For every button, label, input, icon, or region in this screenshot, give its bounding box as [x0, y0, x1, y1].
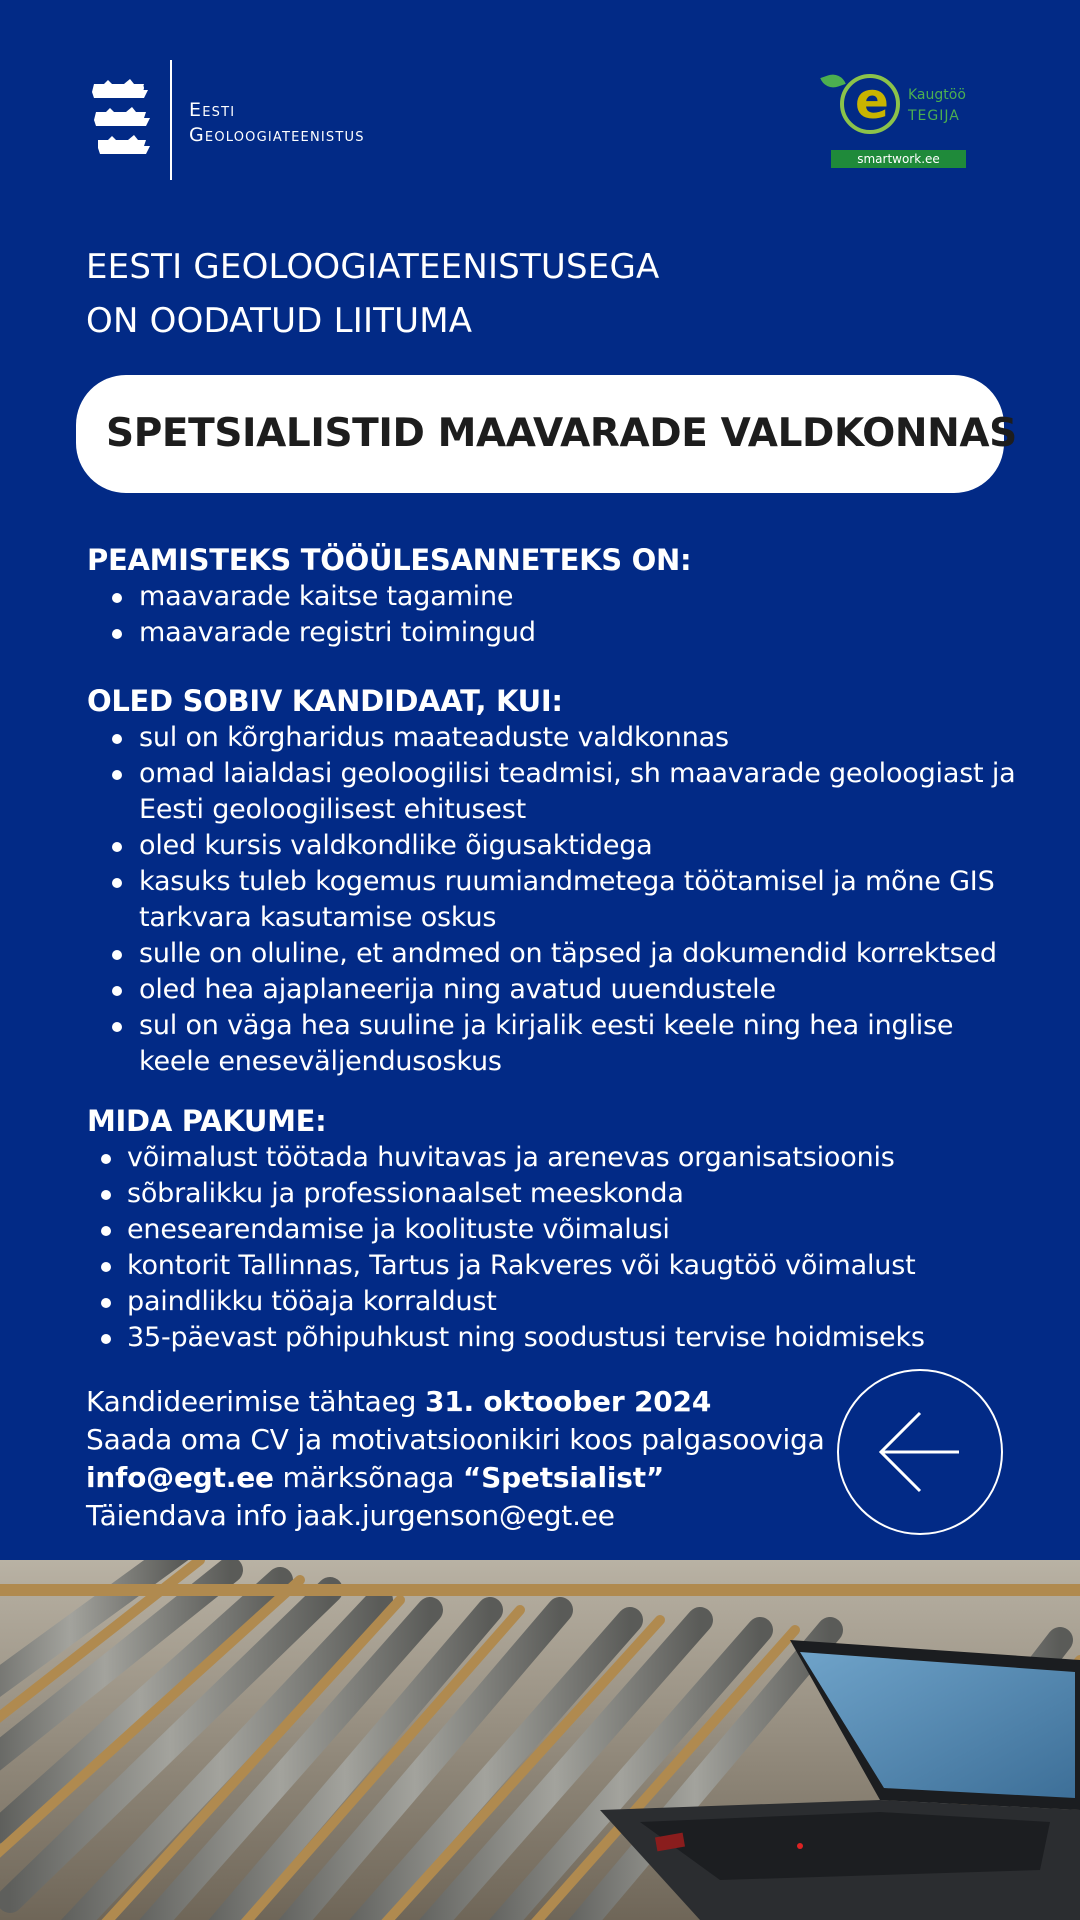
- three-lions-crest-icon: [90, 78, 152, 164]
- list-item-text: sõbralikku ja professionaalset meeskonda: [127, 1178, 684, 1209]
- bullet-icon: [112, 629, 122, 639]
- tasks-section: [87, 541, 1047, 651]
- list-item: [87, 579, 1047, 615]
- list-item-text: sul on kõrgharidus maateaduste valdkonnas: [139, 722, 729, 753]
- bullet-icon: [101, 1190, 111, 1200]
- offer-section: [87, 1102, 1047, 1356]
- list-item: [87, 864, 1047, 936]
- list-item-text: enesearendamise ja koolituste võimalusi: [127, 1214, 670, 1245]
- logo-divider: [170, 60, 172, 180]
- list-item-text: 35-päevast põhipuhkust ning soodustusi tervise hoidmiseks: [127, 1322, 925, 1353]
- tasks-list: [87, 579, 1047, 651]
- application-info: [86, 1383, 846, 1535]
- bullet-icon: [112, 986, 122, 996]
- send-cv-text: Saada oma CV ja motivatsioonikiri koos palgasooviga: [86, 1423, 825, 1456]
- bullet-icon: [112, 770, 122, 780]
- requirements-heading: OLED SOBIV KANDIDAAT, KUI:: [87, 684, 563, 718]
- tasks-heading: PEAMISTEKS TÖÖÜLESANNETEKS ON:: [87, 543, 692, 577]
- list-item-text: oled hea ajaplaneerija ning avatud uuendustele: [139, 974, 776, 1005]
- intro-line1: EESTI GEOLOOGIATEENISTUSEGA: [86, 247, 660, 287]
- core-samples-photo: [0, 1560, 1080, 1920]
- list-item: [87, 1284, 1047, 1320]
- list-item-text: võimalust töötada huvitavas ja arenevas organisatsioonis: [127, 1142, 895, 1173]
- requirements-section: [87, 682, 1047, 1080]
- core-boxes-laptop-illustration: [0, 1560, 1080, 1920]
- bullet-icon: [112, 878, 122, 888]
- header: [0, 0, 1080, 220]
- bullet-icon: [101, 1154, 111, 1164]
- bullet-icon: [101, 1298, 111, 1308]
- list-item-text: tarkvara kasutamise oskus: [139, 902, 497, 933]
- deadline-label: Kandideerimise tähtaeg: [86, 1385, 425, 1418]
- list-item: [87, 615, 1047, 651]
- partner-logo-url: smartwork.ee: [831, 150, 966, 168]
- list-item-text: sul on väga hea suuline ja kirjalik eesti keele ning hea inglise: [139, 1010, 954, 1041]
- org-name-line2: Geoloogiateenistus: [189, 124, 365, 146]
- list-item: [87, 1248, 1047, 1284]
- list-item-text: omad laialdasi geoloogilisi teadmisi, sh maavarade geoloogiast ja: [139, 758, 1016, 789]
- bullet-icon: [112, 593, 122, 603]
- intro-heading: [86, 240, 660, 348]
- list-item: [87, 720, 1047, 756]
- list-item-text: keele eneseväljendusoskus: [139, 1046, 502, 1077]
- bullet-icon: [112, 842, 122, 852]
- arrow-left-icon: [839, 1371, 1005, 1537]
- contact-email-link[interactable]: info@egt.ee: [86, 1461, 274, 1494]
- list-item: [87, 972, 1047, 1008]
- list-item: [87, 1176, 1047, 1212]
- offer-list: [87, 1140, 1047, 1356]
- arrow-button[interactable]: [837, 1369, 1003, 1535]
- list-item: [87, 1008, 1047, 1080]
- list-item-text: paindlikku tööaja korraldust: [127, 1286, 497, 1317]
- organization-logo-text: [189, 98, 365, 148]
- offer-heading: MIDA PAKUME:: [87, 1104, 327, 1138]
- partner-logo-line2: TEGIJA: [908, 108, 960, 124]
- list-item-text: maavarade kaitse tagamine: [139, 581, 514, 612]
- list-item: [87, 1320, 1047, 1356]
- org-name-line1: Eesti: [189, 99, 236, 121]
- list-item: [87, 756, 1047, 828]
- requirements-list: [87, 720, 1047, 1080]
- bullet-icon: [101, 1262, 111, 1272]
- bullet-icon: [101, 1226, 111, 1236]
- list-item-text: kasuks tuleb kogemus ruumiandmetega töötamisel ja mõne GIS: [139, 866, 995, 897]
- list-item-text: sulle on oluline, et andmed on täpsed ja dokumendid korrektsed: [139, 938, 997, 969]
- email-line: [86, 1459, 846, 1497]
- deadline-date: 31. oktoober 2024: [424, 1385, 712, 1418]
- list-item: [87, 936, 1047, 972]
- list-item-text: oled kursis valdkondlike õigusaktidega: [139, 830, 653, 861]
- leaf-icon: [820, 71, 845, 92]
- deadline-line: [86, 1383, 846, 1421]
- extra-info-text: Täiendava info jaak.jurgenson@egt.ee: [86, 1499, 615, 1532]
- list-item: [87, 1212, 1047, 1248]
- bullet-icon: [112, 1022, 122, 1032]
- list-item-text: kontorit Tallinnas, Tartus ja Rakveres või kaugtöö võimalust: [127, 1250, 916, 1281]
- bullet-icon: [112, 734, 122, 744]
- partner-logo: e Kaugtöö TEGIJA smartwork.ee: [820, 70, 970, 170]
- keyword-label: märksõnaga: [273, 1461, 463, 1494]
- position-title: SPETSIALISTID MAAVARADE VALDKONNAS: [106, 411, 1017, 456]
- list-item: [87, 1140, 1047, 1176]
- intro-line2: ON OODATUD LIITUMA: [86, 301, 473, 341]
- keyword: “Spetsialist”: [462, 1461, 665, 1494]
- partner-logo-line1: Kaugtöö: [908, 87, 966, 103]
- bullet-icon: [112, 950, 122, 960]
- bullet-icon: [101, 1334, 111, 1344]
- position-title-banner: [76, 375, 1017, 493]
- list-item: [87, 828, 1047, 864]
- list-item-text: maavarade registri toimingud: [139, 617, 536, 648]
- list-item-text: Eesti geoloogilisest ehitusest: [139, 794, 527, 825]
